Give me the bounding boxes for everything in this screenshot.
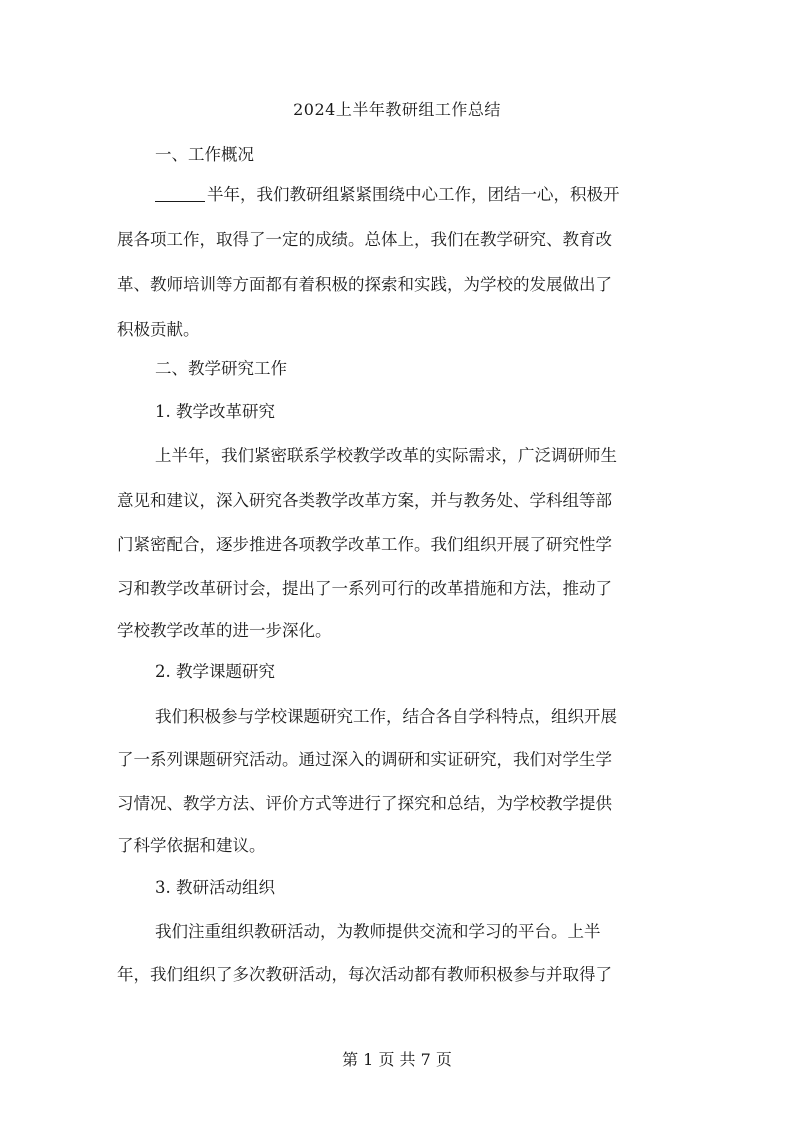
subheading-activity-organization: 3. 教研活动组织 [155,878,275,897]
paragraph-reform-line-5: 学校教学改革的进一步深化。 [117,621,332,640]
paragraph-activity-line-1: 我们注重组织教研活动，为教师提供交流和学习的平台。上半 [155,922,601,941]
paragraph-reform-line-4: 习和教学改革研讨会，提出了一系列可行的改革措施和方法，推动了 [117,579,612,598]
section-heading-teaching-research: 二、教学研究工作 [155,359,287,378]
paragraph-topic-line-2: 了一系列课题研究活动。通过深入的调研和实证研究，我们对学生学 [117,750,612,769]
paragraph-reform-line-1: 上半年，我们紧密联系学校教学改革的实际需求，广泛调研师生 [155,446,617,465]
paragraph-topic-line-1: 我们积极参与学校课题研究工作，结合各自学科特点，组织开展 [155,707,617,726]
paragraph-reform-line-3: 门紧密配合，逐步推进各项教学改革工作。我们组织开展了研究性学 [117,535,612,554]
document-title: 2024上半年教研组工作总结 [293,100,501,119]
paragraph-overview-line-3: 革、教师培训等方面都有着积极的探索和实践，为学校的发展做出了 [117,275,612,294]
section-heading-overview: 一、工作概况 [155,145,254,164]
page-number: 第 1 页 共 7 页 [342,1050,452,1069]
paragraph-overview-line-2: 展各项工作，取得了一定的成绩。总体上，我们在教学研究、教育改 [117,230,612,249]
paragraph-topic-line-3: 习情况、教学方法、评价方式等进行了探究和总结，为学校教学提供 [117,794,612,813]
paragraph-activity-line-2: 年，我们组织了多次教研活动，每次活动都有教师积极参与并取得了 [117,965,612,984]
paragraph-topic-line-4: 了科学依据和建议。 [117,836,266,855]
subheading-reform-research: 1. 教学改革研究 [155,402,275,421]
subheading-topic-research: 2. 教学课题研究 [155,662,275,681]
paragraph-overview-line-4: 积极贡献。 [117,320,200,339]
paragraph-overview-line-1: 半年，我们教研组紧紧围绕中心工作，团结一心，积极开 [155,183,620,207]
paragraph-reform-line-2: 意见和建议，深入研究各类教学改革方案，并与教务处、学科组等部 [117,491,612,510]
fill-in-blank [155,185,205,202]
